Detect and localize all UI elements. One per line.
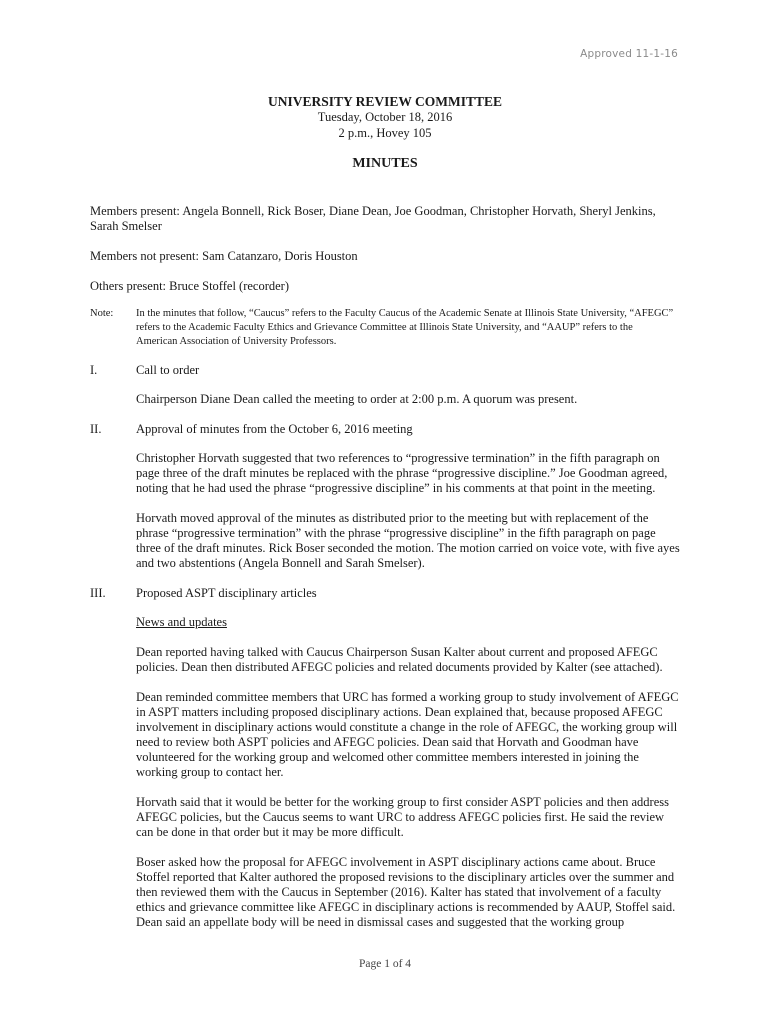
subheading-news-updates: News and updates [136,615,227,629]
section-paragraph: Horvath said that it would be better for the working group to first consider ASPT policies and then address AFEGC policies, but the Caucus seems to want URC to address AFEGC policies first. He said the review can be done in that order but it may be more difficult. [136,795,670,839]
section-paragraph: Boser asked how the proposal for AFEGC involvement in ASPT disciplinary actions came about. Bruce Stoffel reported that Kalter authored the proposed revisions to the disciplinary articles over the summer and then reviewed them with the Caucus in September (2016). Kalter has stated that involvement of a faculty ethics and grievance committee like AFEGC in disciplinary actions is recommended by AAUP, Stoffel said. Dean said an appellate body will be need in dismissal cases and suggested that the working group [136,855,676,929]
page-number: Page 1 of 4 [358,958,412,970]
section-title: Approval of minutes from the October 6, 2016 meeting [136,422,413,436]
section-paragraph: Horvath moved approval of the minutes as distributed prior to the meeting but with replacement of the phrase “progressive termination” with the phrase “progressive discipline” in the fifth paragraph on page three of the draft minutes. Rick Boser seconded the motion. The motion carried on voice vote, with five ayes and two abstentions (Angela Bonnell and Sarah Smelser). [136,511,680,570]
section-paragraph: Christopher Horvath suggested that two references to “progressive termination” in the fifth paragraph on page three of the draft minutes be replaced with the phrase “progressive discipline.” Joe Goodman agreed, noting that he had used the phrase “progressive discipline” in his comments at that point in the meeting. [136,451,668,495]
committee-title: UNIVERSITY REVIEW COMMITTEE [267,94,503,109]
section-title: Call to order [136,363,200,377]
meeting-time-place: 2 p.m., Hovey 105 [338,126,432,140]
section-number: III. [90,586,106,600]
meeting-date: Tuesday, October 18, 2016 [317,110,453,124]
section-number: I. [90,363,98,377]
members-absent: Members not present: Sam Catanzaro, Doris Houston [90,249,358,263]
minutes-body [90,204,680,945]
section-paragraph: Dean reminded committee members that URC has formed a working group to study involvement of AFEGC in ASPT matters including proposed disciplinary actions. Dean explained that, because proposed AFEGC involvement in disciplinary actions would constitute a change in the role of AFEGC, the working group will need to review both ASPT policies and AFEGC policies. Dean said that Horvath and Goodman have volunteered for the working group and welcomed other committee members interested in joining the working group to contact her. [136,690,679,779]
definitions-note [90,307,680,349]
section-heading [90,422,680,437]
section-title: Proposed ASPT disciplinary articles [136,586,317,600]
section-heading [90,586,680,601]
note-text: In the minutes that follow, “Caucus” refers to the Faculty Caucus of the Academic Senate at Illinois State University, “AFEGC” refers to the Academic Faculty Ethics and Grievance Committee at Illinois State University, and “AAUP” refers to the American Association of University Professors. [136,308,674,347]
note-label: Note: [90,308,114,319]
section-paragraph: Chairperson Diane Dean called the meeting to order at 2:00 p.m. A quorum was present. [136,392,578,406]
section-number: II. [90,422,102,436]
others-present: Others present: Bruce Stoffel (recorder) [90,279,289,293]
approval-stamp: Approved 11-1-16 [580,48,678,60]
section-heading [90,363,680,378]
members-present: Members present: Angela Bonnell, Rick Boser, Diane Dean, Joe Goodman, Christopher Horvath, Sheryl Jenkins, Sarah Smelser [90,204,656,233]
minutes-heading: MINUTES [352,156,418,171]
section-paragraph: Dean reported having talked with Caucus Chairperson Susan Kalter about current and proposed AFEGC policies. Dean then distributed AFEGC policies and related documents provided by Kalter (see attached). [136,645,663,674]
